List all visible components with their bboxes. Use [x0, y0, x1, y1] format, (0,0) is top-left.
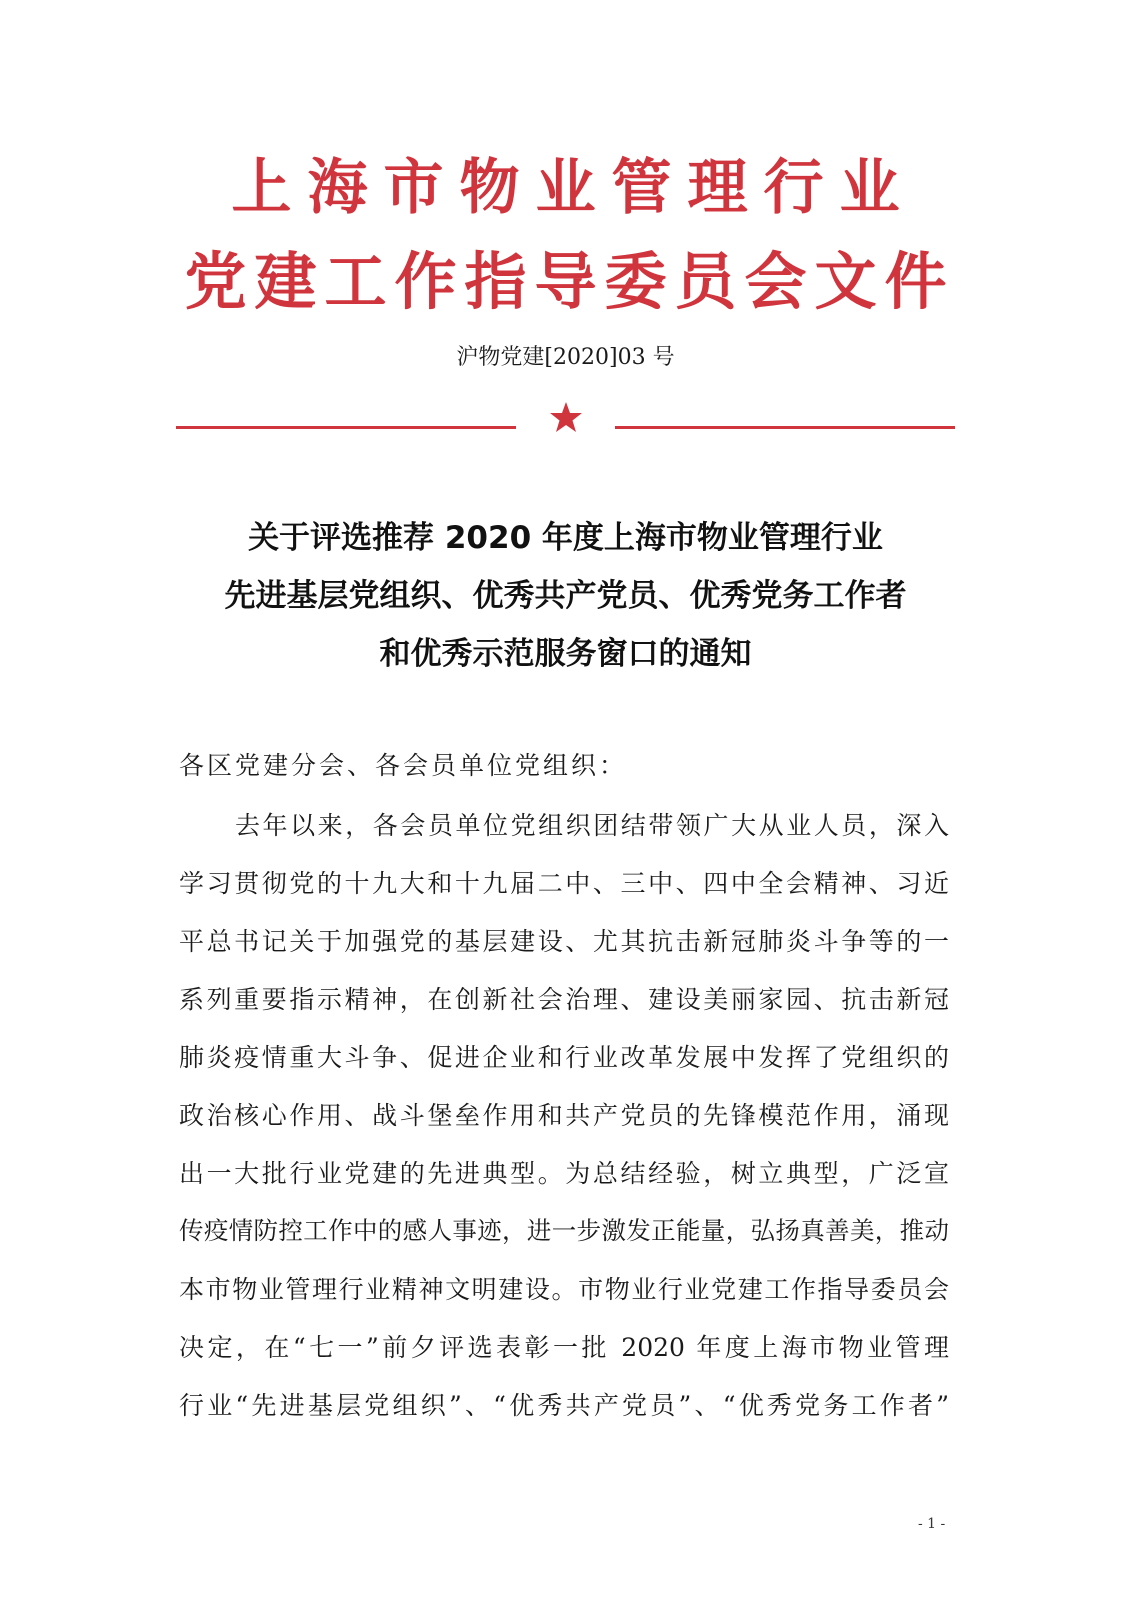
body-line: 传疫情防控工作中的感人事迹，进一步激发正能量，弘扬真善美，推动: [179, 1216, 949, 1245]
star-icon: [549, 400, 583, 434]
notice-title-line-3: 和优秀示范服务窗口的通知: [379, 636, 752, 672]
body-line: 本市物业管理行业精神文明建设。市物业行业党建工作指导委员会: [179, 1275, 949, 1304]
body-line: 出一大批行业党建的先进典型。为总结经验，树立典型，广泛宣: [179, 1159, 949, 1188]
notice-title-line-2: 先进基层党组织、优秀共产党员、优秀党务工作者: [224, 578, 907, 614]
body-line: 决定，在“七一”前夕评选表彰一批 2020 年度上海市物业管理: [179, 1333, 949, 1362]
body-line: 行业“先进基层党组织”、“优秀共产党员”、“优秀党务工作者”: [179, 1391, 949, 1420]
issuer-title-line-1: 上海市物业管理行业: [231, 153, 916, 223]
issuer-title-line-2: 党建工作指导委员会文件: [184, 245, 955, 318]
body-line: 系列重要指示精神，在创新社会治理、建设美丽家园、抗击新冠: [179, 985, 949, 1014]
notice-title-line-1: 关于评选推荐 2020 年度上海市物业管理行业: [248, 520, 883, 556]
body-line: 去年以来，各会员单位党组织团结带领广大从业人员，深入: [235, 811, 949, 840]
body-line: 肺炎疫情重大斗争、促进企业和行业改革发展中发挥了党组织的: [179, 1043, 949, 1072]
body-line: 政治核心作用、战斗堡垒作用和共产党员的先锋模范作用，涌现: [179, 1101, 949, 1130]
body-line: 学习贯彻党的十九大和十九届二中、三中、四中全会精神、习近: [179, 869, 949, 898]
salutation: 各区党建分会、各会员单位党组织：: [179, 751, 628, 780]
red-rule-right: [615, 426, 955, 429]
document-number: 沪物党建[2020]03 号: [456, 345, 675, 370]
page-number: - 1 -: [918, 1516, 946, 1532]
body-line: 平总书记关于加强党的基层建设、尤其抗击新冠肺炎斗争等的一: [179, 927, 949, 956]
red-rule-left: [176, 426, 516, 429]
